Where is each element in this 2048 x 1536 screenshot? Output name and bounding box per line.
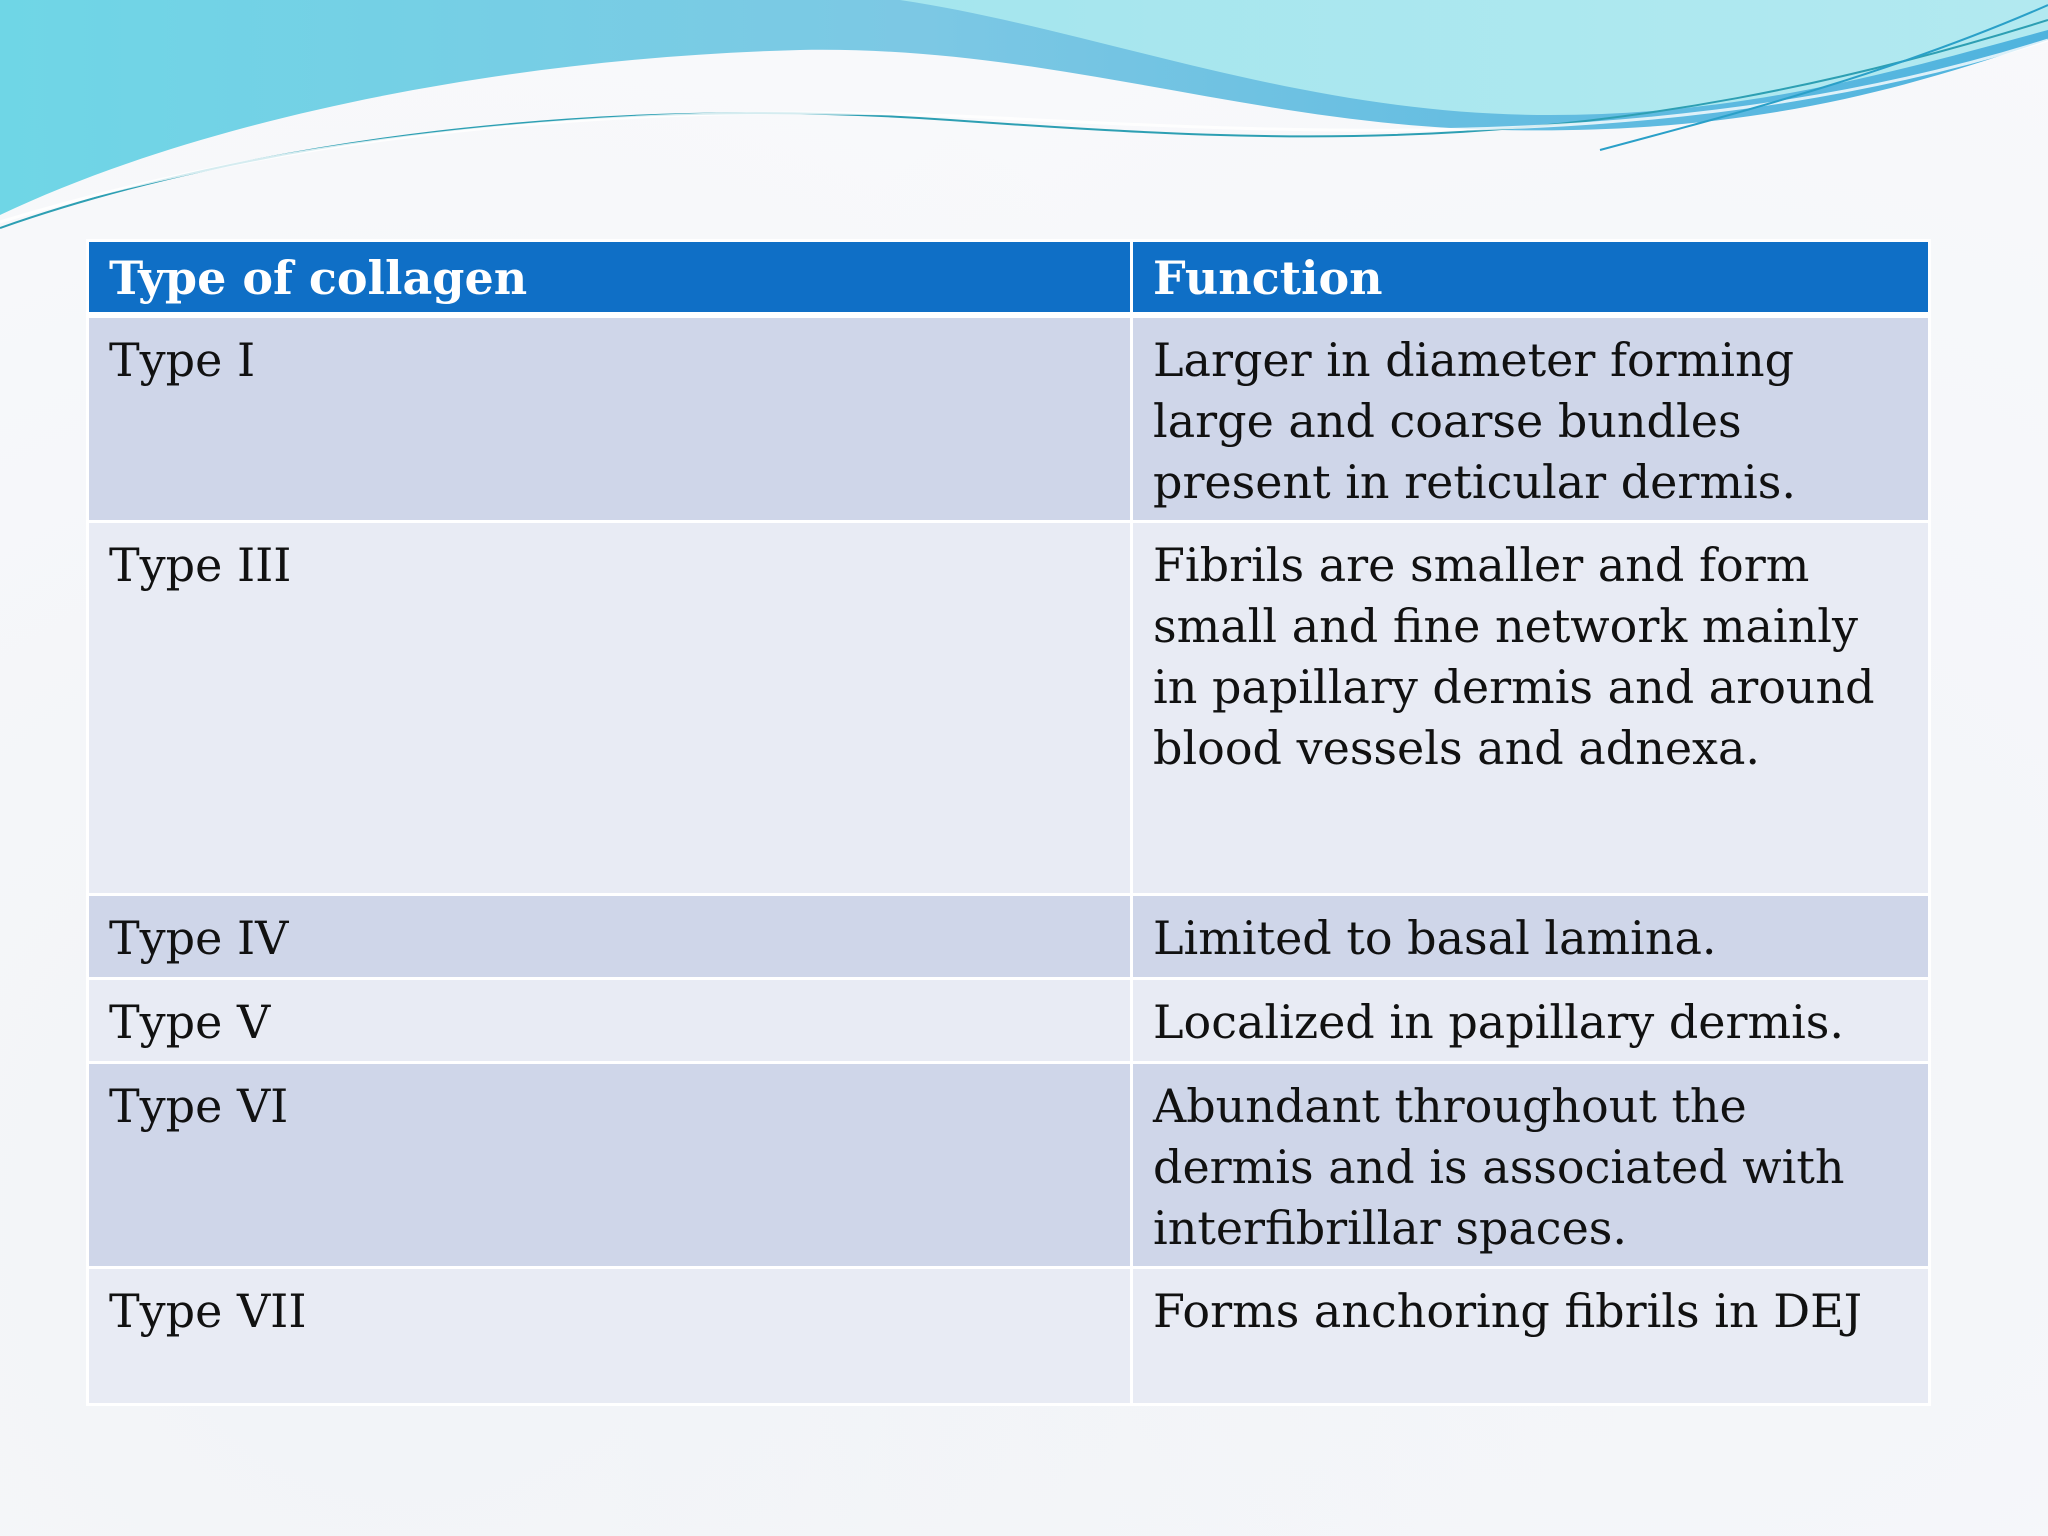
cell-function: Limited to basal lamina. [1132,895,1930,979]
cell-type: Type VI [88,1063,1132,1268]
table-row [88,315,1930,522]
cell-type: Type VII [88,1268,1132,1405]
cell-type: Type V [88,979,1132,1063]
cell-function: Abundant throughout the dermis and is associated with interfibrillar spaces. [1132,1063,1930,1268]
cell-type: Type IV [88,895,1132,979]
cell-type: Type III [88,522,1132,895]
table-header-row [88,241,1930,316]
table-row [88,522,1930,895]
collagen-table [86,239,1931,1406]
header-function: Function [1132,241,1930,316]
table-row [88,1063,1930,1268]
cell-function: Fibrils are smaller and form small and fine network mainly in papillary dermis and around blood vessels and adnexa. [1132,522,1930,895]
cell-function: Larger in diameter forming large and coarse bundles present in reticular dermis. [1132,315,1930,522]
header-type: Type of collagen [88,241,1132,316]
header-wave-decoration [0,0,2048,240]
cell-function: Forms anchoring fibrils in DEJ [1132,1268,1930,1405]
cell-function: Localized in papillary dermis. [1132,979,1930,1063]
table-row [88,979,1930,1063]
table-row [88,1268,1930,1405]
cell-type: Type I [88,315,1132,522]
table-row [88,895,1930,979]
